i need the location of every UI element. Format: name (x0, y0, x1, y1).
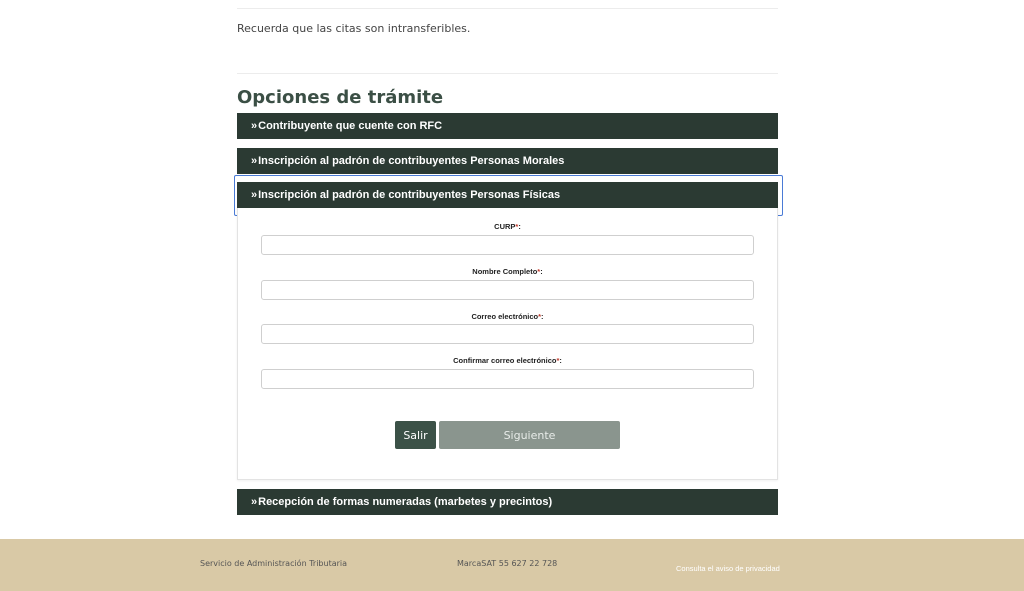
chevron-right-icon: » (251, 189, 258, 201)
curp-input[interactable] (261, 235, 754, 255)
accordion-personas-morales[interactable] (237, 148, 778, 174)
footer-phone: MarcaSAT 55 627 22 728 (457, 559, 558, 568)
confirmar-correo-label: Confirmar correo electrónico*: (453, 356, 562, 365)
accordion-formas-numeradas[interactable] (237, 489, 778, 515)
nombre-completo-input[interactable] (261, 280, 754, 300)
top-divider (237, 8, 778, 9)
accordion-rfc[interactable] (237, 113, 778, 139)
chevron-right-icon: » (251, 120, 258, 132)
chevron-right-icon: » (251, 496, 258, 508)
required-mark: * (515, 222, 519, 231)
next-button[interactable]: Siguiente (439, 421, 620, 449)
accordion-label: Recepción de formas numeradas (marbetes y precintos) (258, 496, 553, 508)
footer-org: Servicio de Administración Tributaria (200, 559, 348, 568)
required-mark: * (538, 312, 542, 321)
curp-label: CURP*: (494, 222, 521, 231)
notice-text: Recuerda que las citas son intransferibles. (237, 22, 471, 35)
accordion-personas-fisicas[interactable] (237, 182, 778, 208)
accordion-label: Contribuyente que cuente con RFC (258, 120, 443, 132)
correo-input[interactable] (261, 324, 754, 344)
required-mark: * (537, 267, 541, 276)
accordion-label: Inscripción al padrón de contribuyentes Personas Morales (258, 155, 565, 167)
section-title: Opciones de trámite (237, 87, 444, 108)
required-mark: * (556, 356, 560, 365)
chevron-right-icon: » (251, 155, 258, 167)
confirmar-correo-input[interactable] (261, 369, 754, 389)
section-divider (237, 73, 778, 74)
nombre-completo-label: Nombre Completo*: (472, 267, 543, 276)
privacy-link[interactable]: Consulta el aviso de privacidad (676, 564, 780, 573)
exit-button[interactable]: Salir (395, 421, 436, 449)
correo-label: Correo electrónico*: (471, 312, 544, 321)
accordion-label: Inscripción al padrón de contribuyentes Personas Físicas (258, 189, 561, 201)
